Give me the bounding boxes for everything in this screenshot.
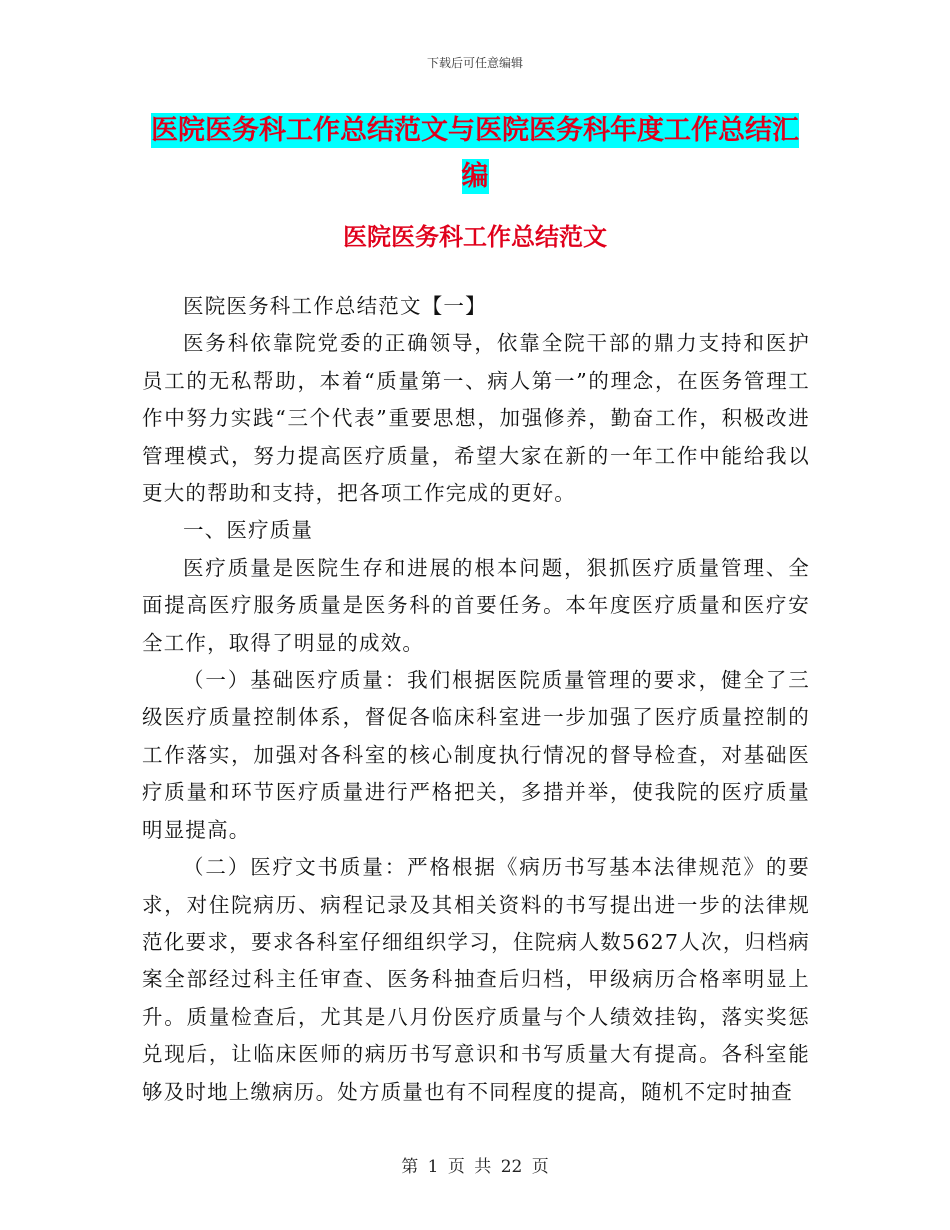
body-paragraph: （一）基础医疗质量：我们根据医院质量管理的要求，健全了三级医疗质量控制体系，督促各临床科室进一步加强了医疗质量控制的工作落实，加强对各科室的核心制度执行情况的督导检查，对基础医疗质量和环节医疗质量进行严格把关，多措并举，使我院的医疗质量明显提高。 bbox=[142, 668, 810, 842]
document-title bbox=[150, 108, 800, 200]
document-body bbox=[142, 288, 810, 1111]
body-paragraph: （二）医疗文书质量：严格根据《病历书写基本法律规范》的要求，对住院病历、病程记录及其相关资料的书写提出进一步的法律规范化要求，要求各科室仔细组织学习，住院病人数5627人次，归档病案全部经过科主任审查、医务科抽查后归档，甲级病历合格率明显上升。质量检查后，尤其是八月份医疗质量与个人绩效挂钩，落实奖惩兑现后，让临床医师的病历书写意识和书写质量大有提高。各科室能够及时地上缴病历。处方质量也有不同程度的提高，随机不定时抽查 bbox=[142, 855, 810, 1104]
document-title-text: 医院医务科工作总结范文与医院医务科年度工作总结汇编 bbox=[151, 115, 799, 192]
body-paragraph: 医务科依靠院党委的正确领导，依靠全院干部的鼎力支持和医护员工的无私帮助，本着“质量第一、病人第一”的理念，在医务管理工作中努力实践“三个代表”重要思想，加强修养，勤奋工作，积极改进管理模式，努力提高医疗质量，希望大家在新的一年工作中能给我以更大的帮助和支持，把各项工作完成的更好。 bbox=[142, 331, 810, 506]
section-title: 医院医务科工作总结范文 bbox=[343, 222, 607, 251]
body-paragraph: 医疗质量是医院生存和进展的根本问题，狠抓医疗质量管理、全面提高医疗服务质量是医务科的首要任务。本年度医疗质量和医疗安全工作，取得了明显的成效。 bbox=[142, 555, 810, 655]
page-header-note: 下载后可任意编辑 bbox=[426, 56, 523, 70]
body-paragraph: 一、医疗质量 bbox=[183, 518, 314, 543]
page-number-footer: 第 1 页 共 22 页 bbox=[401, 1157, 549, 1177]
body-paragraph: 医院医务科工作总结范文【一】 bbox=[183, 294, 487, 318]
